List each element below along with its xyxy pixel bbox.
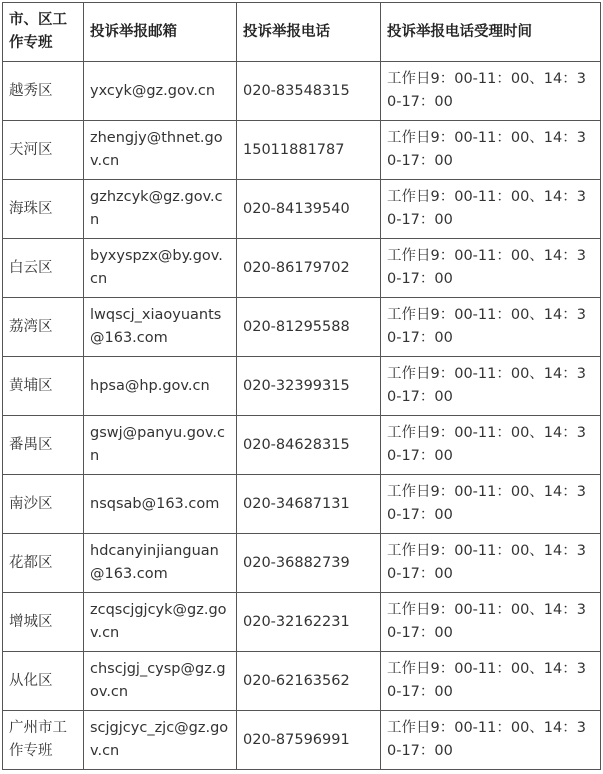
phone-cell: 020-32162231 bbox=[237, 593, 381, 652]
table-row bbox=[3, 357, 601, 416]
phone-cell: 020-84628315 bbox=[237, 416, 381, 475]
email-cell: zcqscjgjcyk@gz.gov.cn bbox=[84, 593, 237, 652]
table-row bbox=[3, 62, 601, 121]
phone-cell: 020-87596991 bbox=[237, 711, 381, 770]
phone-cell: 020-86179702 bbox=[237, 239, 381, 298]
table-row bbox=[3, 298, 601, 357]
district-cell: 从化区 bbox=[3, 652, 84, 711]
phone-cell: 020-84139540 bbox=[237, 180, 381, 239]
district-cell: 天河区 bbox=[3, 121, 84, 180]
district-cell: 花都区 bbox=[3, 534, 84, 593]
phone-cell: 020-34687131 bbox=[237, 475, 381, 534]
header-district: 市、区工作专班 bbox=[3, 3, 84, 62]
district-cell: 增城区 bbox=[3, 593, 84, 652]
district-cell: 黄埔区 bbox=[3, 357, 84, 416]
table-body bbox=[3, 62, 601, 770]
hours-cell: 工作日9：00-11：00、14：30-17：00 bbox=[381, 298, 601, 357]
email-cell: lwqscj_xiaoyuants@163.com bbox=[84, 298, 237, 357]
header-row bbox=[3, 3, 601, 62]
table-row bbox=[3, 416, 601, 475]
header-email: 投诉举报邮箱 bbox=[84, 3, 237, 62]
email-cell: yxcyk@gz.gov.cn bbox=[84, 62, 237, 121]
district-cell: 越秀区 bbox=[3, 62, 84, 121]
hours-cell: 工作日9：00-11：00、14：30-17：00 bbox=[381, 62, 601, 121]
table-row bbox=[3, 652, 601, 711]
email-cell: nsqsab@163.com bbox=[84, 475, 237, 534]
hours-cell: 工作日9：00-11：00、14：30-17：00 bbox=[381, 593, 601, 652]
email-cell: hpsa@hp.gov.cn bbox=[84, 357, 237, 416]
hours-cell: 工作日9：00-11：00、14：30-17：00 bbox=[381, 711, 601, 770]
hours-cell: 工作日9：00-11：00、14：30-17：00 bbox=[381, 475, 601, 534]
phone-cell: 15011881787 bbox=[237, 121, 381, 180]
phone-cell: 020-81295588 bbox=[237, 298, 381, 357]
email-cell: scjgjcyc_zjc@gz.gov.cn bbox=[84, 711, 237, 770]
table-row bbox=[3, 475, 601, 534]
table-row bbox=[3, 239, 601, 298]
hours-cell: 工作日9：00-11：00、14：30-17：00 bbox=[381, 534, 601, 593]
email-cell: hdcanyinjianguan@163.com bbox=[84, 534, 237, 593]
table-row bbox=[3, 534, 601, 593]
hours-cell: 工作日9：00-11：00、14：30-17：00 bbox=[381, 180, 601, 239]
table-row bbox=[3, 711, 601, 770]
table-row bbox=[3, 121, 601, 180]
table-row bbox=[3, 180, 601, 239]
email-cell: zhengjy@thnet.gov.cn bbox=[84, 121, 237, 180]
hours-cell: 工作日9：00-11：00、14：30-17：00 bbox=[381, 357, 601, 416]
phone-cell: 020-83548315 bbox=[237, 62, 381, 121]
district-cell: 白云区 bbox=[3, 239, 84, 298]
hours-cell: 工作日9：00-11：00、14：30-17：00 bbox=[381, 239, 601, 298]
email-cell: gzhzcyk@gz.gov.cn bbox=[84, 180, 237, 239]
email-cell: byxyspzx@by.gov.cn bbox=[84, 239, 237, 298]
district-cell: 海珠区 bbox=[3, 180, 84, 239]
header-hours: 投诉举报电话受理时间 bbox=[381, 3, 601, 62]
phone-cell: 020-36882739 bbox=[237, 534, 381, 593]
hours-cell: 工作日9：00-11：00、14：30-17：00 bbox=[381, 652, 601, 711]
email-cell: gswj@panyu.gov.cn bbox=[84, 416, 237, 475]
district-cell: 南沙区 bbox=[3, 475, 84, 534]
district-cell: 荔湾区 bbox=[3, 298, 84, 357]
hours-cell: 工作日9：00-11：00、14：30-17：00 bbox=[381, 416, 601, 475]
phone-cell: 020-32399315 bbox=[237, 357, 381, 416]
header-phone: 投诉举报电话 bbox=[237, 3, 381, 62]
table-header bbox=[3, 3, 601, 62]
phone-cell: 020-62163562 bbox=[237, 652, 381, 711]
email-cell: chscjgj_cysp@gz.gov.cn bbox=[84, 652, 237, 711]
hours-cell: 工作日9：00-11：00、14：30-17：00 bbox=[381, 121, 601, 180]
complaint-contact-table bbox=[2, 2, 601, 770]
district-cell: 广州市工作专班 bbox=[3, 711, 84, 770]
table-row bbox=[3, 593, 601, 652]
district-cell: 番禺区 bbox=[3, 416, 84, 475]
